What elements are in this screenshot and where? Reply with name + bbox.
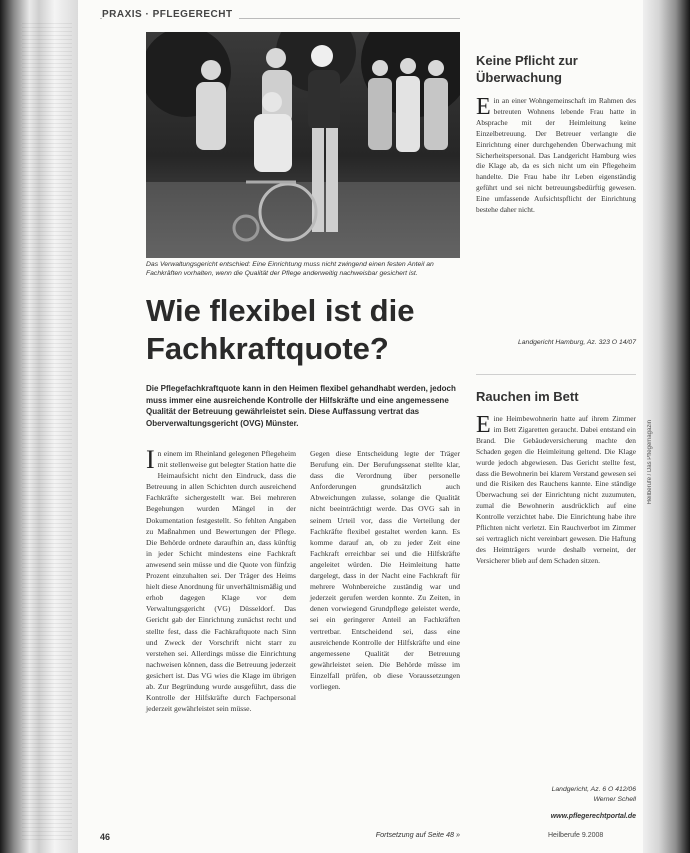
sidebar-box-1-credit: Landgericht Hamburg, Az. 323 O 14/07: [517, 339, 636, 346]
margin-note: Heilberufe / Das Pflegemagazin: [647, 420, 653, 505]
sidebar-box-1-body: [476, 96, 636, 216]
sidebar-box-2-title: Rauchen im Bett: [476, 389, 579, 404]
continuation-note: Fortsetzung auf Seite 48 »: [375, 830, 460, 839]
article-lead: Die Pflegefachkraftquote kann in den Heimen flexibel gehandhabt werden, jedoch muss immer eine ausreichende Kontrolle der Hilfskräfte und eine angemessene Qualität der Betreuung gewährleistet sein. Diese Auffassung vertrat das Oberverwaltungsgericht (OVG) Münster.: [146, 384, 456, 428]
sidebar-box-2-body: [476, 414, 636, 567]
credit-author: Werner Schell: [593, 795, 636, 803]
drop-cap: E: [476, 94, 491, 120]
sidebar-box-2-text: ine Heimbewohnerin hatte auf ihrem Zimmer im Bett Zigaretten geraucht. Dabei entstand ein Brand. Die Gebäudeversicherung machte den Schaden gegen die Heimleitung geltend. Die Klage wurde jedoch abgewiesen. Das Gericht stellte fest, dass die Bewohnerin bei klarem Verstand gewesen sei und die Risiken des Rauchens kannte. Eine ständige Überwachung sei der Einrichtung nicht zuzumuten, zumal die Bewohnerin ausdrücklich auf eine Kontrolle verzichtet habe. Die Einrichtung habe ihre Pflichten nicht verletzt. Ein Rauchverbot im Zimmer sei vertraglich nicht vereinbart gewesen. Die Haftung des Heimträgers wurde deshalb verneint, der Versicherer blieb auf dem Schaden sitzen.: [476, 414, 636, 565]
sidebar-box-1-text: in an einer Wohngemeinschaft im Rahmen des betreuten Wohnens lebende Frau hatte in Absprache mit der Heimleitung keine Einzelbetreuung. Der Betreuer verlangte die Einrichtung einer durchgehenden Überwachung mit Sicherheitspersonal. Das Landgericht Hamburg wies die Klage ab, da es sich nicht um ein Pflegeheim handelte. Die Frau habe ihr Leben eigenständig geführt und sei nicht betreuungsbedürftig gewesen. Eine umfassende Aufsichtspflicht der Einrichtung bestehe daher nicht.: [476, 96, 636, 215]
article-column-1: [146, 445, 297, 714]
photo-group-icon: [146, 32, 460, 258]
sidebar: [476, 42, 639, 832]
article-column-2: Gegen diese Entscheidung legte der Träger Berufung ein. Der Berufungssenat stellte klar, dass die Verordnung über personelle Anforderungen grundsätzlich auch Abweichungen zulasse, solange die Qualität nicht beeinträchtigt werde. Das OVG sah in seinem Urteil vor, dass die Verteilung der Fachkräfte flexibel gestaltet werden kann. Es komme darauf an, ob zu jeder Zeit eine Fachkraft erreichbar sei und die Hilfskräfte angeleitet würden. Die Heimleitung hatte dargelegt, dass in der Nacht eine Fachkraft für mehrere Wohnbereiche zuständig war und jederzeit gerufen werden konnte. Zu Zeiten, in denen vorwiegend Grundpflege geleistet werde, sei ein geringerer Anteil an Fachkräften vertretbar. Entscheidend sei, dass eine ausreichende Kontrolle der Hilfskräfte und eine angemessene Qualität der Betreuung gewährleistet seien. Die Behörde müsse im Einzelfall prüfen, ob diese Voraussetzungen vorliegen.: [310, 449, 460, 691]
sidebar-divider: [476, 374, 636, 375]
page-stack-lines: [22, 20, 72, 840]
article-photo: [146, 32, 460, 258]
sidebar-box-2-credit: [476, 785, 636, 804]
section-label: PRAXIS · PFLEGERECHT: [102, 9, 239, 20]
sidebar-box-1-title: Keine Pflicht zur Überwachung: [476, 53, 578, 85]
magazine-page: [78, 0, 643, 853]
issue-label: Heilberufe 9.2008: [548, 832, 604, 839]
running-header: [78, 8, 643, 30]
drop-cap: E: [476, 412, 491, 438]
photo-caption: Das Verwaltungsgericht entschied: Eine Einrichtung muss nicht zwingend einen festen Anteil an Fachkräften vorhalten, wenn die Qualität der Pflege anderweitig nachweisbar gesichert ist.: [146, 261, 434, 277]
sidebar-url: www.pflegerechtportal.de: [550, 813, 636, 820]
column-1-text: n einem im Rheinland gelegenen Pflegeheim mit stellenweise gut belegter Station hatte die Heimaufsicht nicht den Eindruck, dass die Betreuung in allen Schichten durch ausreichend Fachkräfte sichergestellt war. Bei mehreren Begehungen wurden Mängel in der Dokumentation festgestellt. So fehlten Angaben zu Maßnahmen und Bewertungen der Pflege. Die Behörde ordnete daraufhin an, dass künftig in jeder Schicht mindestens eine Fachkraft anwesend sein müsse und die Quote von fünfzig Prozent einzuhalten sei. Der Träger des Heims hielt diese Anordnung für unverhältnismäßig und erhob dagegen Klage vor dem Verwaltungsgericht (VG) Düsseldorf. Das Gericht gab der Einrichtung zunächst recht und stellte fest, dass die Fachkraftquote nach Sinn und Zweck der Vorschrift nicht starr zu verstehen sei. Allerdings müsse die Einrichtung nachweisen können, dass die Betreuung jederzeit gesichert ist. Das VG wies die Klage im übrigen ab. Zur Begründung wurde ausgeführt, dass die Kontrolle der Hilfskräfte durch Fachpersonal jederzeit gewährleistet sein müsse.: [146, 449, 297, 714]
article-headline: Wie flexibel ist die Fachkraftquote?: [146, 293, 415, 366]
book-spine-left: [0, 0, 78, 853]
page-number: 46: [100, 832, 111, 842]
drop-cap: I: [146, 445, 155, 474]
credit-court: Landgericht, Az. 6 O 412/06: [551, 786, 636, 793]
